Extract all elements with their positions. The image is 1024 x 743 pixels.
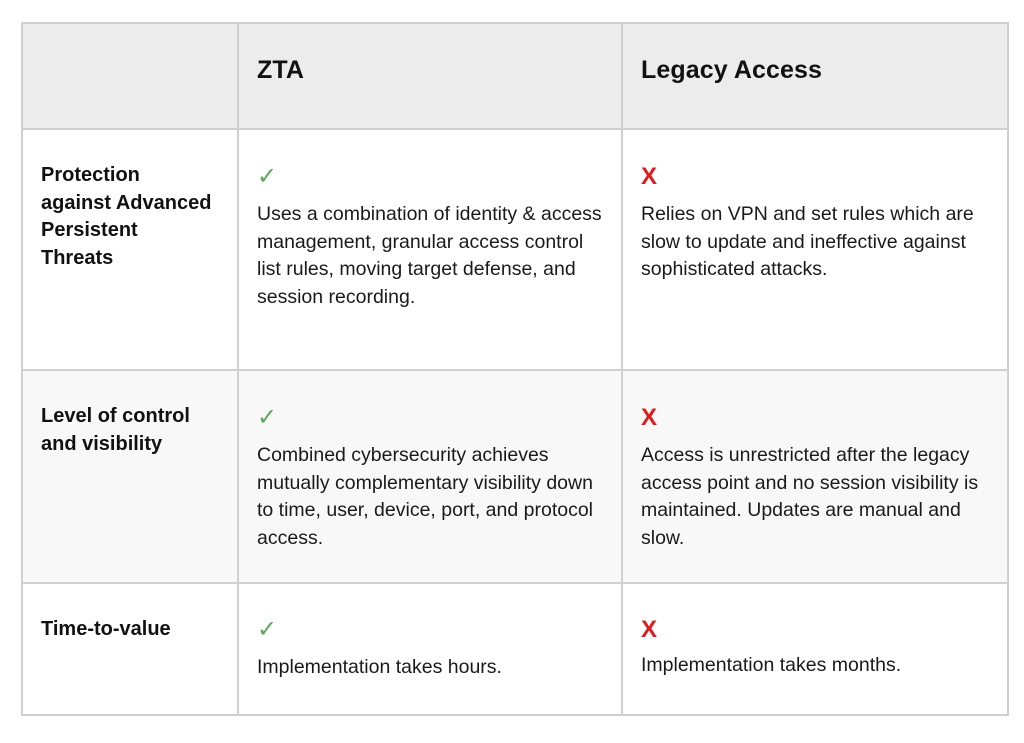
x-icon: X	[641, 404, 658, 431]
zta-description: Uses a combination of identity & access management, granular access control list rules, moving target defense, and session recording.	[257, 203, 602, 308]
zta-cell	[238, 129, 622, 370]
x-icon: X	[641, 616, 658, 643]
feature-label: Level of control and visibility	[41, 405, 190, 455]
table-row	[22, 370, 1008, 583]
check-icon: ✓	[257, 616, 278, 643]
header-empty	[22, 23, 238, 129]
legacy-cell	[622, 583, 1008, 715]
feature-label: Time-to-value	[41, 618, 171, 640]
legacy-description: Access is unrestricted after the legacy access point and no session visibility is maintained. Updates are manual and slow.	[641, 444, 979, 549]
check-icon: ✓	[257, 163, 278, 190]
feature-cell	[22, 129, 238, 370]
legacy-description: Implementation takes months.	[641, 654, 902, 676]
check-icon: ✓	[257, 404, 278, 431]
zta-description: Combined cybersecurity achieves mutually complementary visibility down to time, user, device, port, and protocol access.	[257, 444, 594, 549]
feature-cell	[22, 583, 238, 715]
zta-description: Implementation takes hours.	[257, 656, 502, 678]
header-zta-label: ZTA	[257, 56, 305, 84]
table-row	[22, 583, 1008, 715]
zta-cell	[238, 370, 622, 583]
legacy-cell	[622, 370, 1008, 583]
feature-label: Protection against Advanced Persistent Threats	[41, 164, 212, 269]
header-row	[22, 23, 1008, 129]
legacy-description: Relies on VPN and set rules which are slow to update and ineffective against sophisticated attacks.	[641, 203, 974, 280]
zta-cell	[238, 583, 622, 715]
comparison-table	[21, 22, 1009, 716]
header-legacy-access	[622, 23, 1008, 129]
x-icon: X	[641, 163, 658, 190]
table-row	[22, 129, 1008, 370]
legacy-cell	[622, 129, 1008, 370]
header-zta	[238, 23, 622, 129]
header-legacy-label: Legacy Access	[641, 56, 823, 84]
feature-cell	[22, 370, 238, 583]
